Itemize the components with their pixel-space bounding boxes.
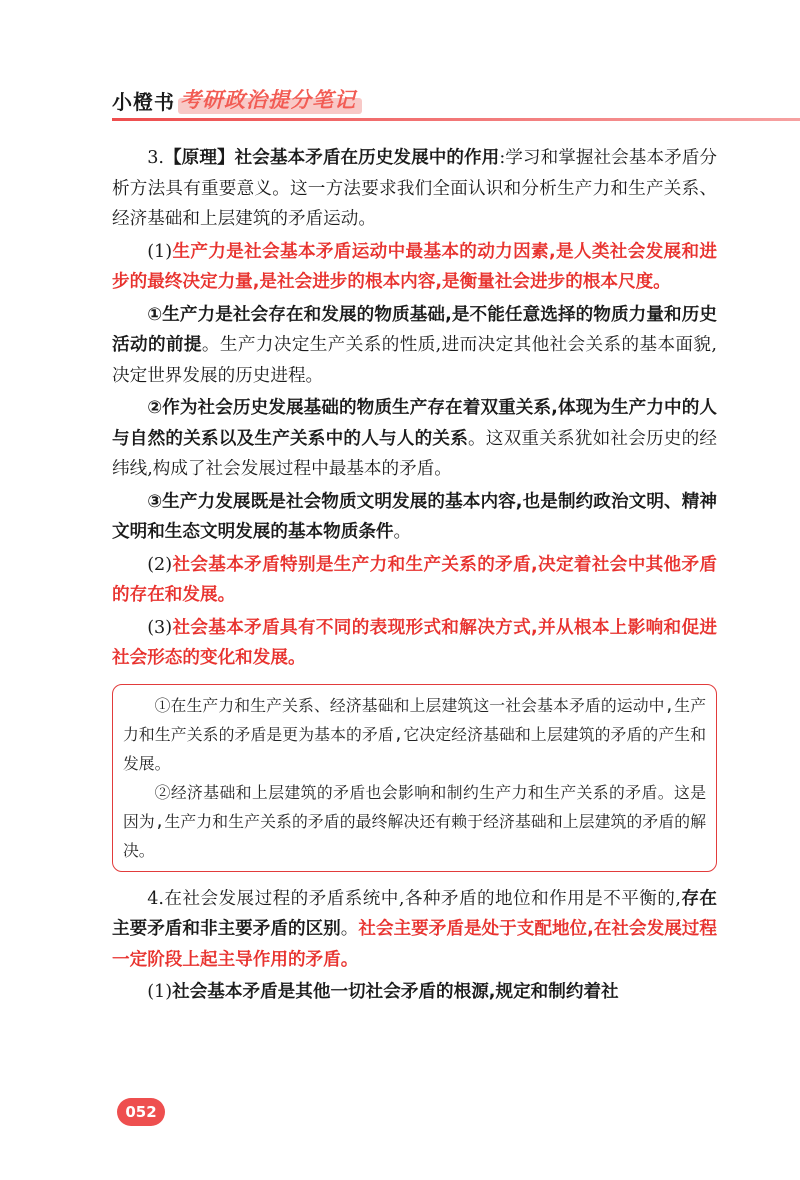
section3-heading: 【原理】社会基本矛盾在历史发展中的作用 <box>163 148 500 168</box>
point-number: (1) <box>147 241 173 262</box>
section3-number: 3. <box>147 148 164 168</box>
point-number: (3) <box>147 617 173 638</box>
section4-bold: 存在主要矛盾和非主要矛盾的区别 <box>112 888 717 939</box>
header-rule <box>112 118 800 121</box>
main-content <box>112 143 717 1010</box>
section3-clause2 <box>112 393 717 485</box>
point-text: 社会基本矛盾是其他一切社会矛盾的根源,规定和制约着社 <box>172 982 619 1002</box>
clause-bold: ②作为社会历史发展基础的物质生产存在着双重关系,体现为生产力中的人与自然的关系以及生产关系中的人与人的关系 <box>112 398 717 449</box>
section3-point2 <box>112 550 717 611</box>
section4-red: 社会主要矛盾是处于支配地位,在社会发展过程一定阶段上起主导作用的矛盾。 <box>112 919 717 970</box>
section3-clause3 <box>112 487 717 548</box>
section4-intro-text: 在社会发展过程的矛盾系统中,各种矛盾的地位和作用是不平衡的, <box>163 888 681 909</box>
point-text: 社会基本矛盾特别是生产力和生产关系的矛盾,决定着社会中其他矛盾的存在和发展。 <box>112 554 717 605</box>
point-number: (1) <box>147 982 173 1002</box>
page-header <box>112 80 800 120</box>
point-number: (2) <box>147 554 173 575</box>
point-text: 生产力是社会基本矛盾运动中最基本的动力因素,是人类社会发展和进步的最终决定力量,是社会进步的根本内容,是衡量社会进步的根本尺度。 <box>112 241 717 292</box>
clause-bold: ③生产力发展既是社会物质文明发展的基本内容,也是制约政治文明、精神文明和生态文明发展的基本物质条件 <box>112 491 717 542</box>
section3-point3 <box>112 613 717 674</box>
book-subtitle: 考研政治提分笔记 <box>180 88 356 112</box>
section4-point1 <box>112 977 717 1008</box>
note-line-1: ①在生产力和生产关系、经济基础和上层建筑这一社会基本矛盾的运动中,生产力和生产关系的矛盾是更为基本的矛盾,它决定经济基础和上层建筑的矛盾的产生和发展。 <box>123 695 706 773</box>
section4-intro <box>112 884 717 976</box>
page-number: 052 <box>117 1098 165 1126</box>
clause-rest: 。生产力决定生产关系的性质,进而决定其他社会关系的基本面貌,决定世界发展的历史进程。 <box>112 335 717 386</box>
note-box <box>112 684 717 872</box>
brand-title: 小橙书 <box>112 90 175 114</box>
clause-rest: 。这双重关系犹如社会历史的经纬线,构成了社会发展过程中最基本的矛盾。 <box>112 428 717 479</box>
section4-period: 。 <box>340 919 359 939</box>
clause-bold: ①生产力是社会存在和发展的物质基础,是不能任意选择的物质力量和历史活动的前提 <box>112 304 717 355</box>
point-text: 社会基本矛盾具有不同的表现形式和解决方式,并从根本上影响和促进社会形态的变化和发展。 <box>112 617 717 668</box>
note-line-2: ②经济基础和上层建筑的矛盾也会影响和制约生产力和生产关系的矛盾。这是因为,生产力和生产关系的矛盾的最终解决还有赖于经济基础和上层建筑的矛盾的解决。 <box>123 782 706 860</box>
clause-rest: 。 <box>393 522 412 542</box>
section3-intro <box>112 143 717 235</box>
section3-clause1 <box>112 300 717 392</box>
section3-point1 <box>112 237 717 298</box>
section4-number: 4. <box>147 888 164 909</box>
section3-intro-text: :学习和掌握社会基本矛盾分析方法具有重要意义。这一方法要求我们全面认识和分析生产力和生产关系、经济基础和上层建筑的矛盾运动。 <box>112 148 717 229</box>
